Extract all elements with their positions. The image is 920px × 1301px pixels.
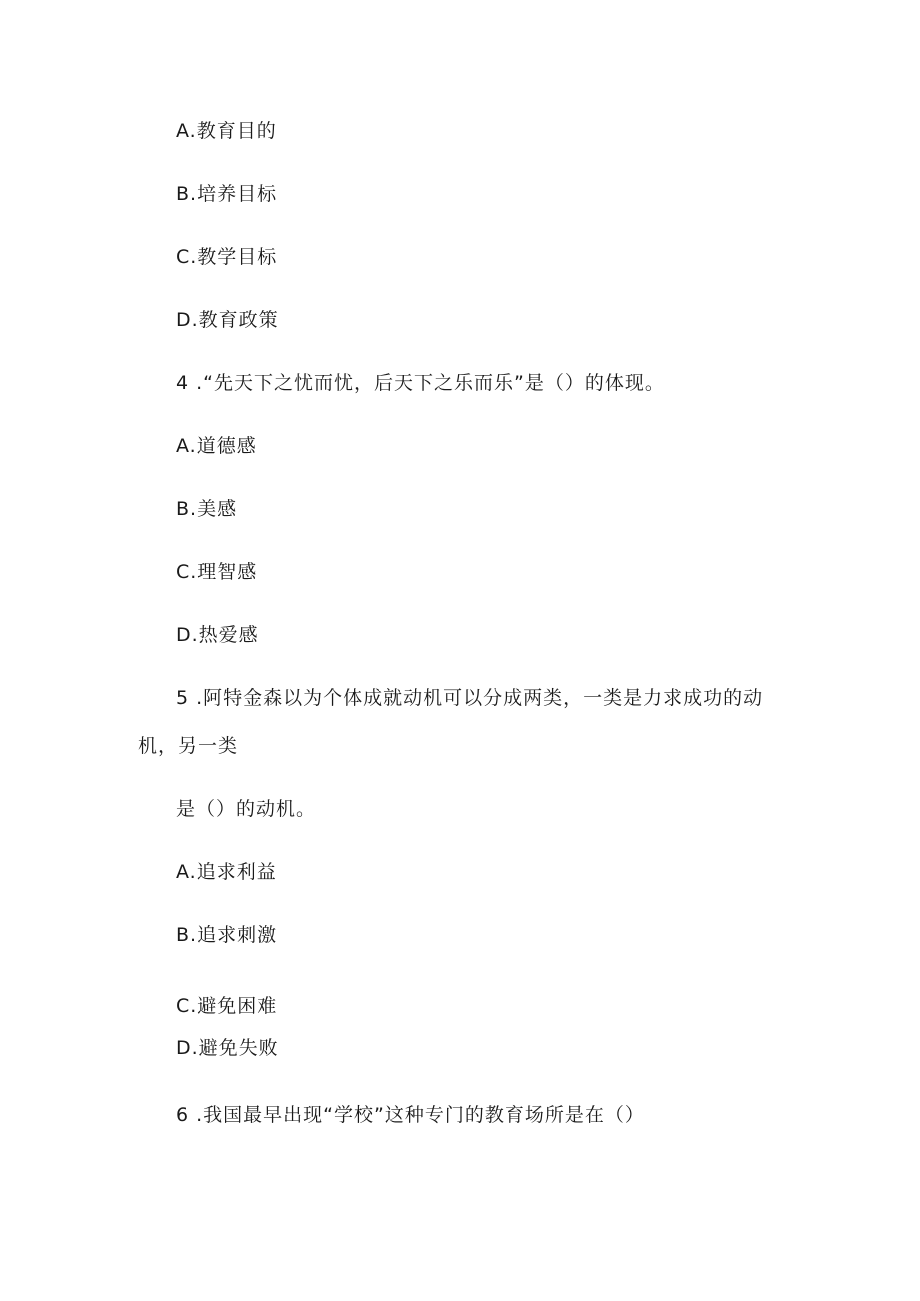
q5-option-c: C.避免困难	[176, 995, 278, 1017]
q4-option-c: C.理智感	[176, 561, 258, 583]
q5-option-d: D.避免失败	[176, 1037, 279, 1059]
q5-stem-line-3: 是（）的动机。	[176, 798, 317, 820]
q6-stem: 6 .我国最早出现“学校”这种专门的教育场所是在（）	[176, 1104, 645, 1126]
q3-option-c: C.教学目标	[176, 246, 278, 268]
q3-option-d: D.教育政策	[176, 309, 279, 331]
q3-option-a: A.教育目的	[176, 120, 277, 142]
q5-option-b: B.追求刺激	[176, 924, 278, 946]
q4-stem: 4 .“先天下之忧而忧，后天下之乐而乐”是（）的体现。	[176, 372, 665, 394]
q4-option-b: B.美感	[176, 498, 238, 520]
q5-option-a: A.追求利益	[176, 861, 277, 883]
q4-option-a: A.道德感	[176, 435, 257, 457]
q4-option-d: D.热爱感	[176, 624, 259, 646]
q5-stem-line-1: 5 .阿特金森以为个体成就动机可以分成两类，一类是力求成功的动	[176, 687, 764, 709]
q5-stem-line-2: 机，另一类	[138, 735, 239, 757]
q3-option-b: B.培养目标	[176, 183, 278, 205]
